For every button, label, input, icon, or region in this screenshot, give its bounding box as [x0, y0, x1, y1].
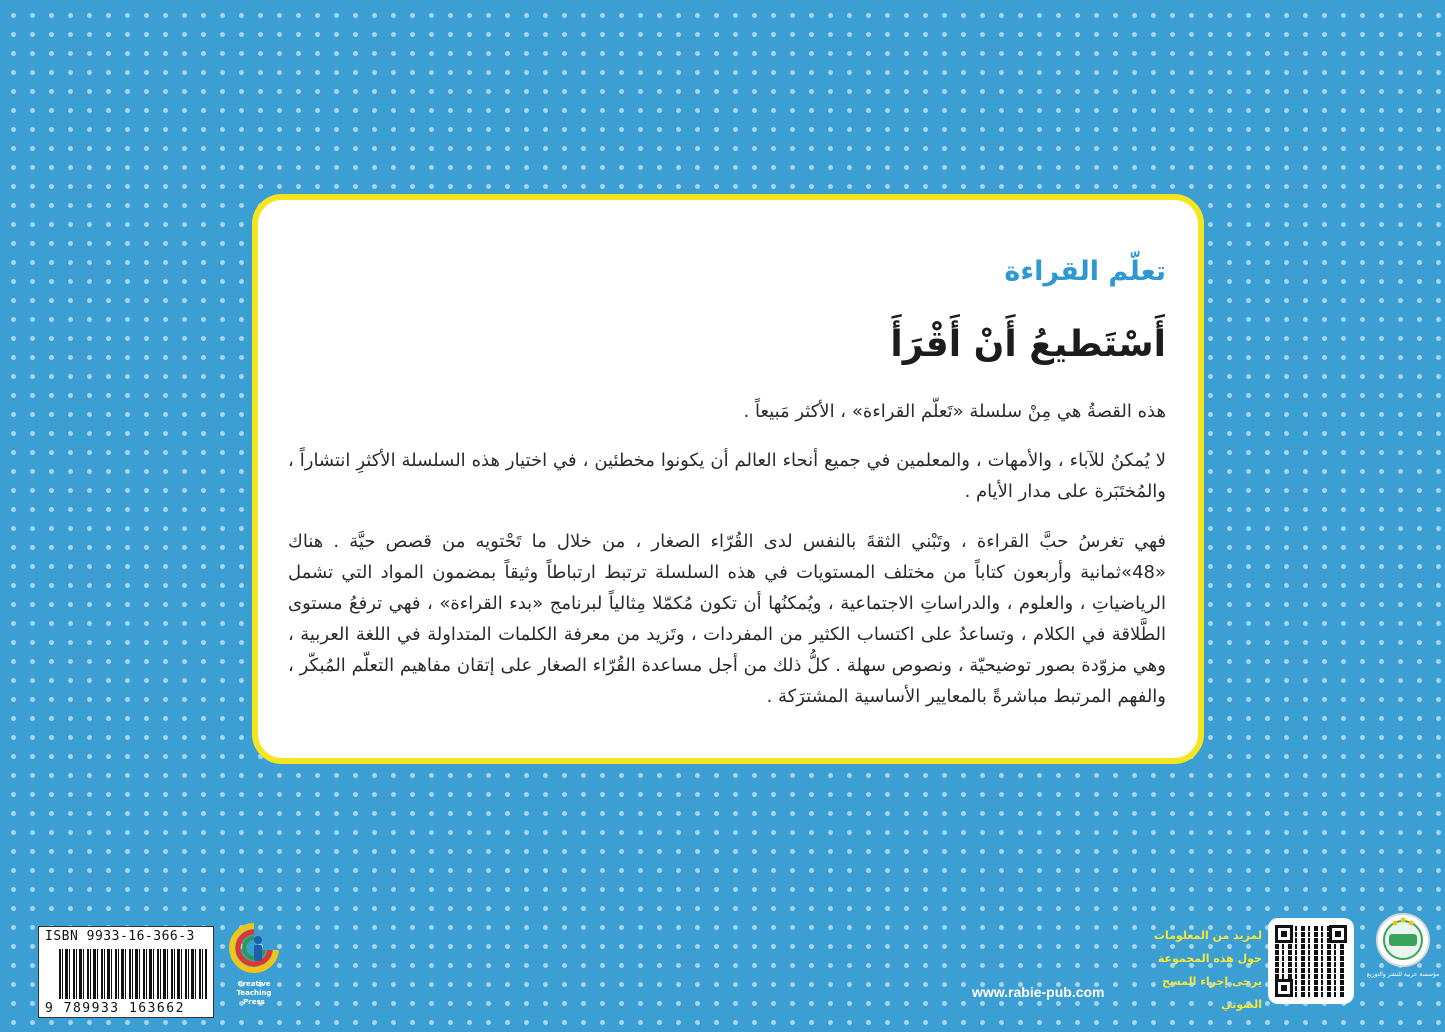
qr-info-text — [1140, 924, 1262, 1016]
website-link[interactable]: www.rabie-pub.com — [972, 984, 1105, 1000]
qr-info-line: حول هذه المجموعة — [1157, 952, 1262, 965]
publisher-logo — [228, 920, 280, 1016]
award-badge-icon — [1372, 910, 1434, 970]
isbn-label: ISBN 9933-16-366-3 — [45, 929, 195, 944]
qr-info-line: لمزيد من المعلومات — [1153, 929, 1262, 942]
isbn-barcode — [38, 926, 214, 1018]
qr-info-line: يرجى إجراء المسح — [1161, 975, 1262, 988]
qr-code-icon — [1275, 925, 1347, 997]
publisher-name: Creative Teaching Press — [236, 980, 272, 1006]
qr-info-line: الصوتي — [1221, 998, 1262, 1011]
award-badge — [1366, 910, 1440, 1020]
parents-paragraph: لا يُمكنُ للآباء ، والأمهات ، والمعلمين في جميع أنحاء العالم أن يكونوا مخطئين ، في اختيار هذه السلسلة الأكثرِ انتشاراً ، والمُختَبَرة على مدار الأيام . — [288, 450, 1166, 502]
qr-code[interactable] — [1268, 918, 1354, 1004]
description-paragraph: فهي تغرسُ حبَّ القراءة ، وتَبْني الثقةَ بالنفس لدى القُرّاء الصغار ، من خلال ما تَحْتويه من قصص حيَّة . هناك «48»ثمانية وأربعون كتاباً من مختلف المستويات في هذه السلسلة ترتبط ارتباطاً وثيقاً بمضمون المواد التي تشمل الرياضياتِ ، والعلوم ، والدراساتِ الاجتماعية ، ويُمكنُها أن تكون مُكمّلا مِثالياً لبرنامج «بدء القراءة» ، فهي ترفعُ مستوى الطَّلاقة في الكلام ، وتساعدُ على اكتساب الكثير من المفردات ، وتَزيد من معرفة الكلمات المتداولة في اللغة العربية ، وهي مزوّدة بصور توضيحيّة ، ونصوص سهلة . كلُّ ذلك من أجل مساعدة القُرّاء الصغار على إتقان مفاهيم التعلّم المُبكّر ، والفهم المرتبط مباشرةً بالمعايير الأساسية المشترَكة . — [288, 531, 1166, 707]
publisher-logo-icon — [228, 920, 280, 978]
book-title: أَسْتَطيعُ أَنْ أَقْرَأَ — [890, 324, 1166, 365]
intro-paragraph: هذه القصةُ هي مِنْ سلسلة «تَعلّم القراءة» ، الأكثر مَبيعاً . — [743, 401, 1166, 422]
barcode-number: 9 789933 163662 — [45, 1001, 185, 1016]
series-title: تعلّم القراءة — [1004, 256, 1166, 287]
barcode-icon — [59, 949, 207, 999]
back-cover-footer — [0, 910, 1445, 1032]
info-panel — [252, 194, 1204, 764]
award-text: مؤسسة عربية للنشر والتوزيع — [1366, 971, 1440, 978]
